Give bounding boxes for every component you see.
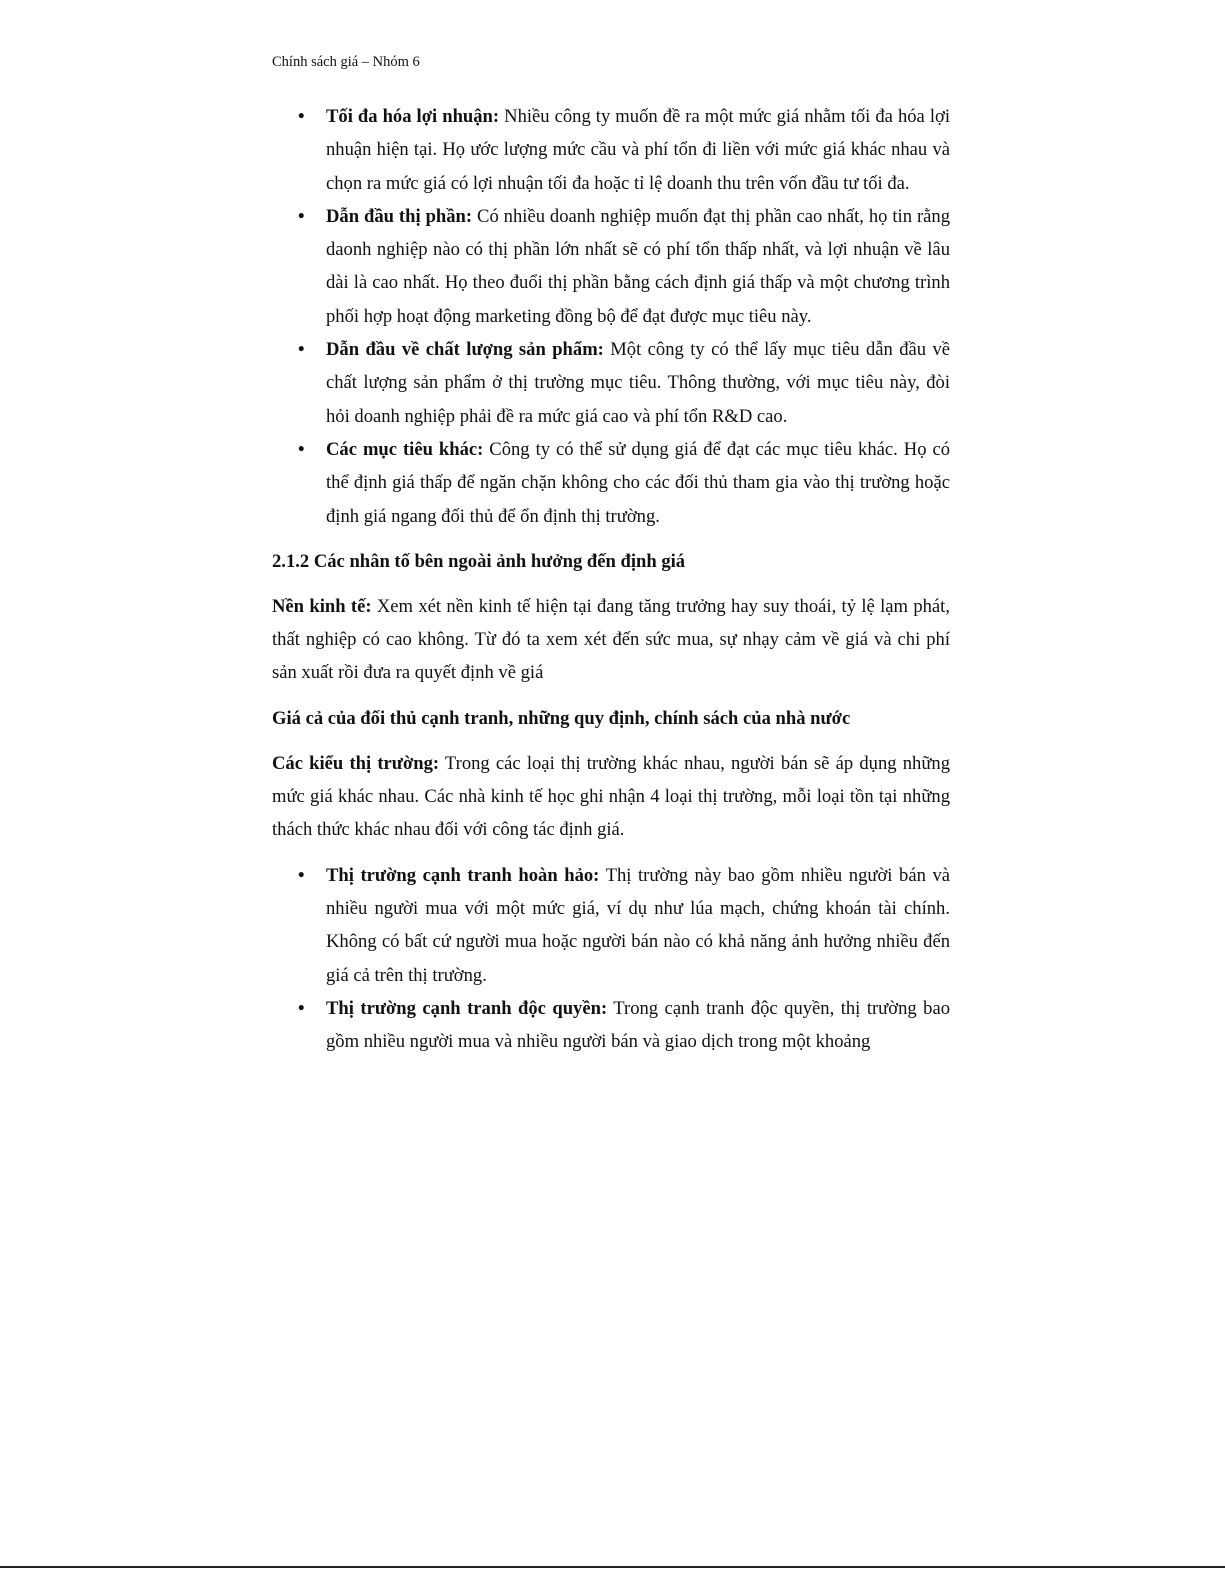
document-body bbox=[272, 100, 950, 1058]
market-types-list bbox=[272, 859, 950, 1059]
list-item-lead: Thị trường cạnh tranh độc quyền: bbox=[326, 997, 608, 1019]
list-item bbox=[298, 100, 951, 200]
paragraph-lead: Nền kinh tế: bbox=[272, 595, 372, 617]
list-item-lead: Tối đa hóa lợi nhuận: bbox=[326, 106, 500, 127]
list-item-lead: Thị trường cạnh tranh hoàn hảo: bbox=[326, 864, 600, 886]
list-item-text: Có nhiều doanh nghiệp muốn đạt thị phần cao nhất, họ tin rằng daonh nghiệp nào có thị phần lớn nhất sẽ có phí tổn thấp nhất, và lợi nhuận về lâu dài là cao nhất. Họ theo đuổi thị phần bằng cách định giá thấp và một chương trình phối hợp hoạt động marketing đồng bộ để đạt được mục tiêu này. bbox=[326, 205, 950, 327]
list-item-text: Công ty có thể sử dụng giá để đạt các mục tiêu khác. Họ có thể định giá thấp để ngăn chặn không cho các đối thủ tham gia vào thị trường hoặc định giá ngang đối thủ để ổn định thị trường. bbox=[326, 438, 951, 527]
running-header: Chính sách giá – Nhóm 6 bbox=[272, 54, 420, 70]
bullet-marker: • bbox=[298, 339, 305, 361]
bullet-marker: • bbox=[298, 438, 305, 460]
paragraph-text: Trong các loại thị trường khác nhau, người bán sẽ áp dụng những mức giá khác nhau. Các nhà kinh tế học ghi nhận 4 loại thị trường, mỗi loại tồn tại những thách thức khác nhau đối với công tác định giá. bbox=[272, 752, 950, 841]
paragraph-text: Xem xét nền kinh tế hiện tại đang tăng trưởng hay suy thoái, tỷ lệ lạm phát, thất nghiệp có cao không. Từ đó ta xem xét đến sức mua, sự nhạy cảm về giá và chi phí sản xuất rồi đưa ra quyết định về giá bbox=[272, 595, 950, 684]
list-item-text: Một công ty có thể lấy mục tiêu dẫn đầu về chất lượng sản phẩm ở thị trường mục tiêu. Thông thường, với mục tiêu này, đòi hỏi doanh nghiệp phải đề ra mức giá cao và phí tổn R&D cao. bbox=[326, 339, 950, 427]
list-item-lead: Các mục tiêu khác: bbox=[326, 438, 484, 460]
list-item-lead: Dẫn đầu về chất lượng sản phẩm: bbox=[326, 339, 604, 361]
page-bottom-rule bbox=[0, 1566, 1225, 1568]
bullet-marker: • bbox=[298, 864, 305, 886]
bullet-marker: • bbox=[298, 106, 305, 127]
list-item-lead: Dẫn đầu thị phần: bbox=[326, 205, 473, 227]
list-item bbox=[298, 859, 950, 992]
list-item bbox=[298, 992, 951, 1059]
list-item bbox=[298, 200, 950, 333]
economy-paragraph bbox=[272, 590, 950, 690]
paragraph-lead: Các kiểu thị trường: bbox=[272, 752, 440, 774]
section-heading: 2.1.2 Các nhân tố bên ngoài ảnh hưởng đến định giá bbox=[272, 550, 686, 572]
list-item-text: Trong cạnh tranh độc quyền, thị trường bao gồm nhiều người mua và nhiều người bán và giao dịch trong một khoảng bbox=[326, 997, 951, 1053]
market-types-paragraph bbox=[272, 747, 950, 847]
bullet-marker: • bbox=[298, 997, 305, 1019]
list-item bbox=[298, 433, 951, 533]
pricing-objectives-list bbox=[272, 100, 950, 533]
bullet-marker: • bbox=[298, 205, 305, 227]
list-item-text: Thị trường này bao gồm nhiều người bán và nhiều người mua với một mức giá, ví dụ như lúa mạch, chứng khoán tài chính. Không có bất cứ người mua hoặc người bán nào có khả năng ảnh hưởng nhiều đến giá cả trên thị trường. bbox=[326, 864, 950, 986]
list-item-text: Nhiều công ty muốn đề ra một mức giá nhằm tối đa hóa lợi nhuận hiện tại. Họ ước lượng mức cầu và phí tổn đi liền với mức giá khác nhau và chọn ra mức giá có lợi nhuận tối đa hoặc tỉ lệ doanh thu trên vốn đầu tư tối đa. bbox=[326, 106, 951, 194]
list-item bbox=[298, 333, 950, 433]
competitors-heading: Giá cả của đối thủ cạnh tranh, những quy định, chính sách của nhà nước bbox=[272, 707, 851, 729]
